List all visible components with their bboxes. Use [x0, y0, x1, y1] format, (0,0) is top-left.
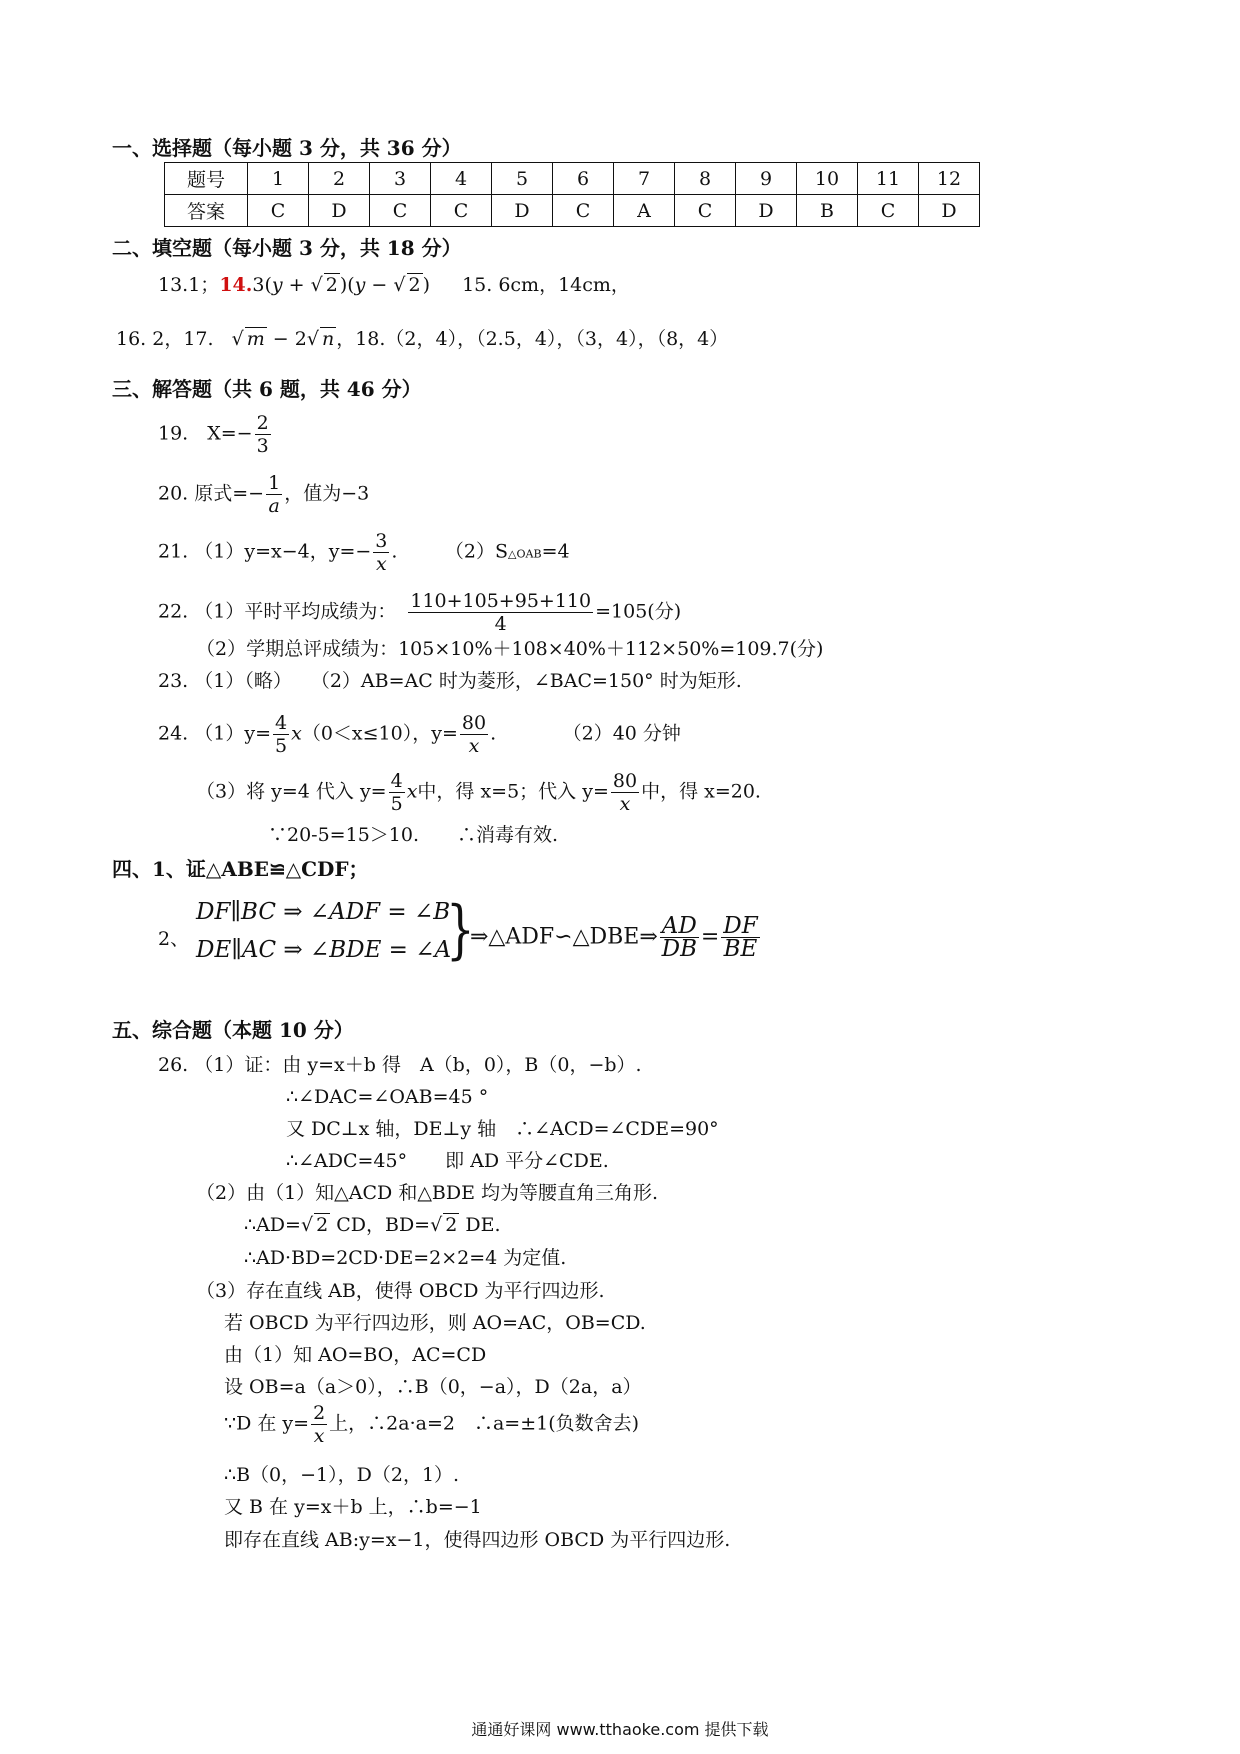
q19-text: 19. X=−	[158, 422, 253, 445]
answer-cell: C	[248, 195, 309, 227]
numerator: 3	[375, 530, 388, 552]
fraction	[255, 412, 271, 457]
answer-cell: D	[736, 195, 797, 227]
denominator: 5	[275, 735, 288, 757]
fraction	[460, 712, 488, 757]
s5-line-1: 26. （1）证：由 y=x＋b 得 A（b，0），B（0，−b）.	[158, 1054, 642, 1076]
q20-text: 20. 原式=−	[158, 482, 265, 505]
variable: x	[291, 722, 302, 745]
number-cell: 7	[614, 163, 675, 195]
sqrt-icon: √	[430, 1214, 443, 1236]
denominator: a	[268, 495, 280, 517]
sqrt-icon: √	[300, 1214, 314, 1236]
s5-line-8: （3）存在直线 AB，使得 OBCD 为平行四边形.	[196, 1280, 605, 1302]
answer-cell: C	[431, 195, 492, 227]
answer-cell: D	[492, 195, 553, 227]
numerator: 80	[612, 770, 638, 792]
q13: 13.1；	[158, 274, 220, 296]
section4-title: 四、1、证△ABE≌△CDF；	[112, 857, 369, 881]
numerator: 80	[461, 712, 487, 734]
fraction	[373, 530, 389, 575]
q16-q18-line	[116, 326, 728, 352]
number-cell: 9	[736, 163, 797, 195]
q24-conclusion: ∵20-5=15＞10. ∴消毒有效.	[268, 824, 559, 846]
q24-text: . （2）40 分钟	[490, 722, 681, 745]
fraction	[408, 590, 593, 635]
q24	[158, 712, 681, 757]
l12-text: 上，∴2a·a=2 ∴a=±1(负数舍去)	[329, 1412, 640, 1435]
s5-line-9: 若 OBCD 为平行四边形，则 AO=AC，OB=CD.	[224, 1312, 646, 1334]
answer-cell: C	[858, 195, 919, 227]
q14-number: 14.	[219, 274, 253, 296]
sqrt-icon: √	[310, 274, 323, 296]
equals: =	[700, 924, 720, 950]
radicand: 2	[445, 1214, 458, 1236]
q19	[158, 412, 273, 457]
s5-line-11: 设 OB=a（a＞0），∴B（0，−a），D（2a，a）	[224, 1376, 642, 1398]
s5-line-7: ∴AD·BD=2CD·DE=2×2=4 为定值.	[244, 1247, 567, 1269]
q21-text: =4	[541, 540, 570, 563]
subscript: △OAB	[508, 547, 542, 561]
q14-part: +	[282, 274, 311, 296]
denominator: x	[619, 793, 631, 815]
denominator: 4	[494, 613, 507, 635]
answer-cell: D	[309, 195, 370, 227]
denominator: BE	[723, 936, 758, 962]
header-label: 题号	[165, 163, 248, 195]
q14-part: )(	[339, 274, 355, 296]
sqrt-icon: √	[231, 328, 244, 350]
l6-text: ∴AD=	[244, 1214, 301, 1236]
numerator: AD	[661, 913, 697, 939]
sqrt-icon: √	[306, 328, 319, 350]
answer-cell: C	[370, 195, 431, 227]
numerator: DF	[723, 913, 758, 939]
numerator: 4	[275, 712, 288, 734]
q24-text: （0＜x≤10），y=	[301, 722, 458, 745]
radicand: n	[321, 328, 335, 350]
l6-text: DE.	[459, 1214, 501, 1236]
s5-line-5: （2）由（1）知△ACD 和△BDE 均为等腰直角三角形.	[196, 1182, 659, 1204]
l12-text: ∵D 在 y=	[224, 1412, 310, 1435]
answer-cell: A	[614, 195, 675, 227]
q23: 23. （1）（略） （2）AB=AC 时为菱形，∠BAC=150° 时为矩形.	[158, 670, 742, 692]
q15: 15. 6cm，14cm，	[462, 274, 630, 296]
section2-title: 二、填空题（每小题 3 分，共 18 分）	[112, 236, 462, 260]
numerator: 110+105+95+110	[410, 590, 592, 612]
numerator: 4	[390, 770, 403, 792]
denominator: x	[375, 553, 387, 575]
denominator: x	[313, 1425, 325, 1447]
right-brace-icon: }	[446, 893, 475, 967]
q20-text: ，值为−3	[284, 482, 370, 505]
q22	[158, 590, 681, 635]
conclusion-text: ⇒△ADF∽△DBE⇒	[470, 924, 658, 950]
denominator: 3	[256, 435, 269, 457]
proof-line-1: DF∥BC ⇒ ∠ADF = ∠B	[196, 899, 451, 925]
section3-title: 三、解答题（共 6 题，共 46 分）	[112, 377, 422, 401]
q14-part: 3(	[252, 274, 272, 296]
fraction	[389, 770, 405, 815]
fraction	[660, 915, 699, 960]
answer-cell: D	[919, 195, 980, 227]
fraction	[721, 915, 759, 960]
s5-line-10: 由（1）知 AO=BO，AC=CD	[224, 1344, 487, 1366]
numerator: 2	[256, 412, 269, 434]
denominator: x	[468, 735, 480, 757]
table-row-answers	[165, 195, 980, 227]
q22-text: 22. （1）平时平均成绩为：	[158, 600, 397, 623]
fraction	[311, 1402, 327, 1447]
section1-title: 一、选择题（每小题 3 分，共 36 分）	[112, 136, 462, 160]
q22-part2: （2）学期总评成绩为：105×10%＋108×40%＋112×50%=109.7(分)	[196, 638, 824, 660]
q21-text: . （2）S	[391, 540, 509, 563]
s5-line-15: 即存在直线 AB:y=x−1，使得四边形 OBCD 为平行四边形.	[224, 1529, 731, 1551]
s5-line-12	[224, 1402, 639, 1447]
answer-cell: C	[675, 195, 736, 227]
proof-conclusion	[470, 915, 762, 960]
number-cell: 8	[675, 163, 736, 195]
s5-line-3: 又 DC⊥x 轴，DE⊥y 轴 ∴∠ACD=∠CDE=90°	[286, 1118, 719, 1140]
radicand: m	[246, 328, 265, 350]
s5-line-4: ∴∠ADC=45° 即 AD 平分∠CDE.	[286, 1150, 609, 1172]
number-cell: 2	[309, 163, 370, 195]
answer-cell: B	[797, 195, 858, 227]
number-cell: 1	[248, 163, 309, 195]
q24-text: （3）将 y=4 代入 y=	[196, 780, 387, 803]
q17-part: − 2	[266, 328, 307, 350]
q24-text: 中，得 x=20.	[641, 780, 761, 803]
q24-text: 中，得 x=5；代入 y=	[417, 780, 609, 803]
answer-label: 答案	[165, 195, 248, 227]
s5-line-14: 又 B 在 y=x＋b 上，∴b=−1	[224, 1496, 482, 1518]
fraction	[273, 712, 289, 757]
radicand: 2	[325, 274, 338, 296]
fraction	[266, 472, 282, 517]
q21	[158, 530, 570, 575]
q16: 16. 2，17.	[116, 328, 214, 350]
q24-part3	[196, 770, 761, 815]
sqrt-icon: √	[393, 274, 406, 296]
number-cell: 6	[553, 163, 614, 195]
proof-line-2: DE∥AC ⇒ ∠BDE = ∠A	[196, 937, 452, 963]
q14-part: )	[422, 274, 431, 296]
item2-label: 2、	[158, 928, 190, 950]
q20	[158, 472, 369, 517]
q24-text: 24. （1）y=	[158, 722, 271, 745]
variable: x	[406, 780, 418, 803]
radicand: 2	[316, 1214, 329, 1236]
q14-var: y	[271, 274, 283, 296]
table-row-numbers	[165, 163, 980, 195]
q22-text: =105(分)	[595, 600, 682, 623]
number-cell: 11	[858, 163, 919, 195]
q13-q15-line	[158, 272, 630, 298]
number-cell: 4	[431, 163, 492, 195]
q18: ，18.（2，4），（2.5，4），（3，4），（8，4）	[336, 328, 729, 350]
denominator: 5	[390, 793, 403, 815]
denominator: DB	[661, 936, 697, 962]
q21-text: 21. （1）y=x−4，y=−	[158, 540, 372, 563]
footer-credit: 通通好课网 www.tthaoke.com 提供下载	[471, 1720, 769, 1739]
answer-cell: C	[553, 195, 614, 227]
l6-text: CD，BD=	[330, 1214, 431, 1236]
section5-title: 五、综合题（本题 10 分）	[112, 1018, 354, 1042]
s5-line-2: ∴∠DAC=∠OAB=45 °	[286, 1086, 489, 1108]
q14-var: y	[354, 274, 366, 296]
s5-line-13: ∴B（0，−1），D（2，1）.	[224, 1464, 460, 1486]
fraction	[611, 770, 639, 815]
s5-line-6	[244, 1212, 501, 1238]
numerator: 2	[313, 1402, 326, 1424]
number-cell: 12	[919, 163, 980, 195]
radicand: 2	[408, 274, 421, 296]
number-cell: 5	[492, 163, 553, 195]
number-cell: 10	[797, 163, 858, 195]
q14-part: −	[365, 274, 394, 296]
numerator: 1	[268, 472, 281, 494]
answer-table	[164, 162, 980, 227]
number-cell: 3	[370, 163, 431, 195]
